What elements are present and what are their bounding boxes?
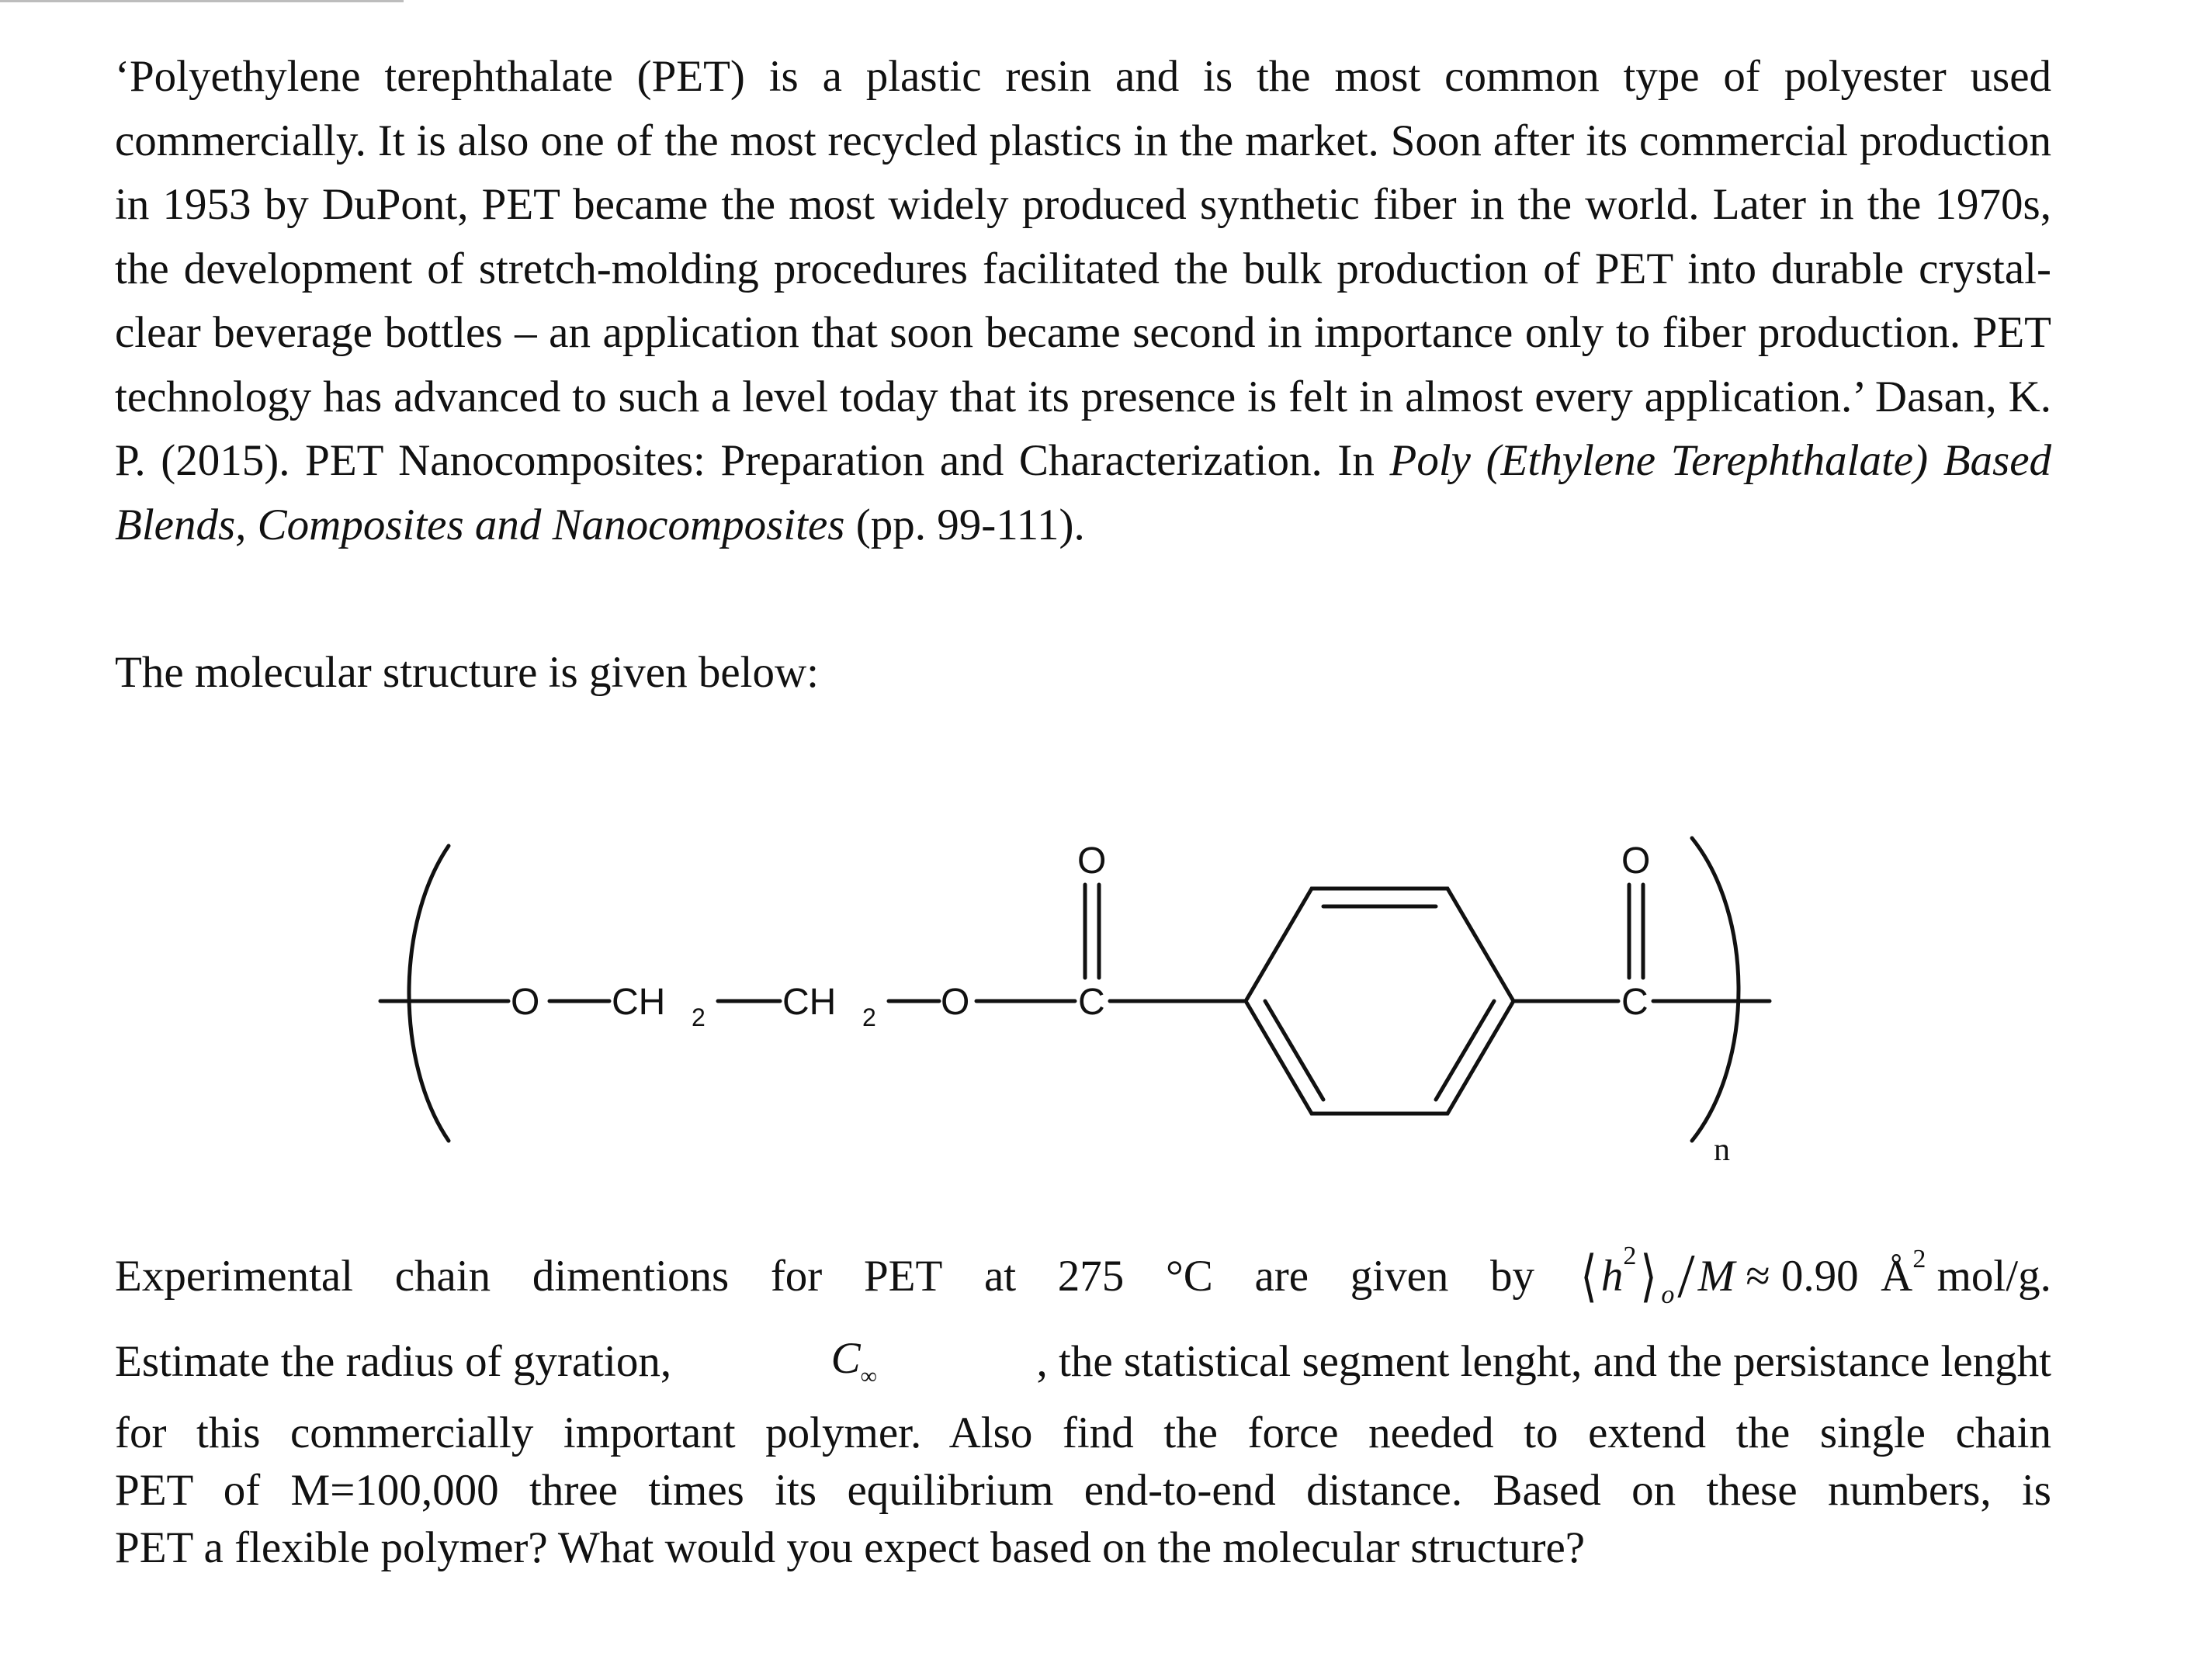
repeat-subscript-n: n <box>1714 1132 1730 1168</box>
atom-ch2a: CH <box>612 982 666 1023</box>
question-line-2 <box>115 1319 2051 1405</box>
atom-c2: C <box>1621 982 1649 1023</box>
pet-molecular-structure <box>373 815 1816 1187</box>
formula-mean-square-end-to-end <box>1576 1242 2051 1311</box>
formula-unit-exponent: 2 <box>1912 1245 1926 1273</box>
atom-o1: O <box>511 982 540 1023</box>
question-block <box>115 1234 2051 1577</box>
atom-ch2b-sub: 2 <box>862 1003 876 1031</box>
formula-unit-angstrom: Å <box>1881 1252 1913 1301</box>
question-line-5: PET a flexible polymer? What would you expect based on the molecular structure? <box>115 1523 1586 1572</box>
formula-approx: ≈ <box>1746 1252 1770 1301</box>
quote-block <box>115 45 2051 557</box>
right-angle: ⟩ <box>1640 1246 1657 1308</box>
top-divider <box>0 0 404 2</box>
line2-before: Estimate the radius of gyration, <box>115 1337 672 1386</box>
question-line-4: PET of M=100,000 three times its equilibrium end-to-end distance. Based on these numbers, is <box>115 1466 2051 1515</box>
word: given <box>1350 1252 1449 1301</box>
page-range: (pp. 99-111). <box>844 500 1085 549</box>
formula-M: M <box>1697 1252 1735 1301</box>
book-title: Poly (Ethylene Terephthalate) Based Blends, Composites and Nanocomposites <box>115 436 2052 549</box>
word: for <box>770 1252 823 1301</box>
formula-unit-rest: mol/g. <box>1936 1252 2051 1301</box>
c-symbol: C <box>830 1333 861 1383</box>
right-bracket <box>1692 838 1739 1141</box>
word: Experimental <box>115 1252 354 1301</box>
benzene-ring <box>1246 889 1513 1114</box>
word: 275 <box>1057 1252 1125 1301</box>
question-line-1 <box>115 1234 2051 1319</box>
line2-after: , the statistical segment lenght, and the persistance lenght <box>1036 1337 2051 1386</box>
structure-intro: The molecular structure is given below: <box>115 648 819 697</box>
word: °C <box>1165 1252 1213 1301</box>
formula-value: 0.90 <box>1780 1252 1859 1301</box>
atom-c1: C <box>1078 982 1105 1023</box>
formula-h-exponent: 2 <box>1623 1242 1637 1270</box>
formula-subscript: o <box>1661 1280 1675 1309</box>
atom-c2-oxygen: O <box>1621 840 1651 882</box>
quote-paragraph <box>115 45 2051 557</box>
atom-ch2b: CH <box>782 982 837 1023</box>
word: chain <box>394 1252 491 1301</box>
word: by <box>1490 1252 1535 1301</box>
word: are <box>1254 1252 1309 1301</box>
quote-text: ‘Polyethylene terephthalate (PET) is a plastic resin and is the most common type of polyester used commercially. It is also one of the most recycled plastics in the market. Soon after its commercial production in 1953 by DuPont, PET became the most widely produced synthetic fiber in the world. Later in the 1970s, the development of stretch-molding procedures facilitated the bulk production of PET into durable crystal-clear beverage bottles – an application that soon became second in importance only to fiber production. PET technology has advanced to such a level today that its presence is felt in almost every application.’ Dasan, K. P. (2015). PET Nanocomposites: Preparation and Characterization. In <box>115 52 2051 485</box>
question-line-3: for this commercially important polymer. Also find the force needed to extend the single chain <box>115 1408 2051 1457</box>
left-bracket <box>409 846 449 1141</box>
word: PET <box>863 1252 943 1301</box>
word: at <box>983 1252 1017 1301</box>
c-infinity <box>831 1330 877 1395</box>
formula-h: h <box>1600 1252 1624 1301</box>
atom-c1-oxygen: O <box>1077 840 1107 882</box>
word: dimentions <box>532 1252 730 1301</box>
c-infinity-subscript: ∞ <box>860 1363 878 1389</box>
fraction-slash: / <box>1677 1242 1695 1311</box>
left-angle: ⟨ <box>1580 1246 1597 1308</box>
atom-o2: O <box>941 982 970 1023</box>
atom-ch2a-sub: 2 <box>692 1003 706 1031</box>
